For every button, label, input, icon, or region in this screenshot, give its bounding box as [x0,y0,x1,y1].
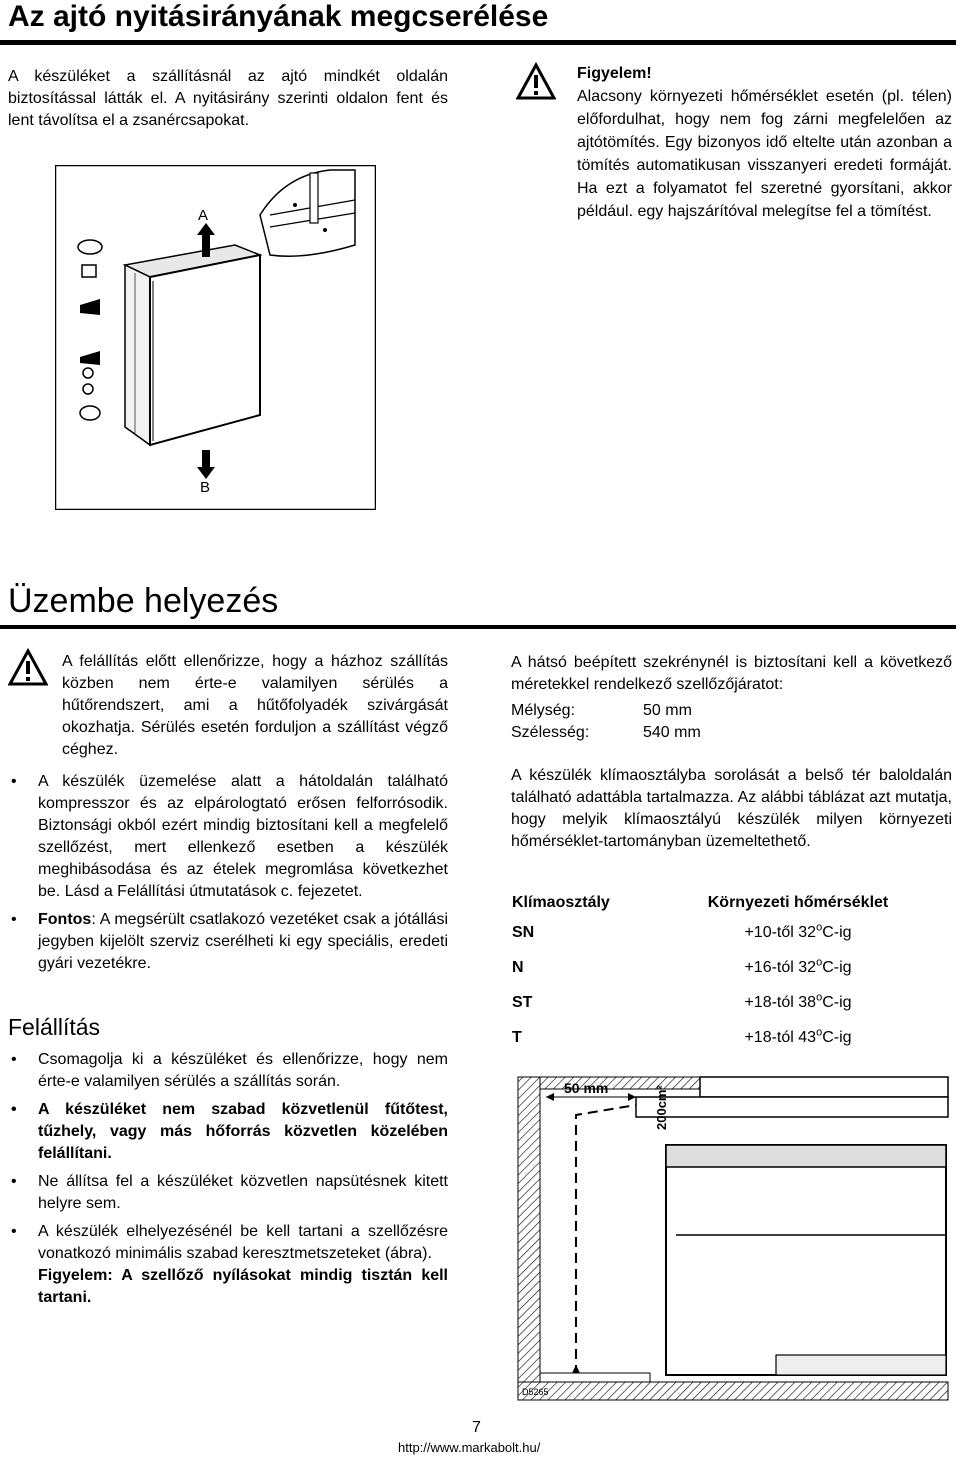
list-item-text: : A megsérült csatlakozó vezetéket csak a jótállási jegyben kijelölt szerviz cserélheti ki egy speciális, eredeti gyári vezetékre. [38,911,448,972]
table-row [509,956,951,991]
ventilation-note: Figyelem: A szellőző nyílásokat mindig tisztán kell tartani. [38,1267,448,1306]
dimension-value: 50 mm [643,702,692,719]
climate-class-cell: N [512,959,524,976]
warning-icon [8,648,48,688]
climate-class-table [509,891,951,1061]
transport-warning: A felállítás előtt ellenőrizze, hogy a házhoz szállítás közben nem érte-e valamilyen sérülés a hűtőrendszert, ami a hűtőfolyadék szivárgását okozhatja. Sérülés esetén forduljon a szállítást végző céghez. [62,653,448,758]
list-item [8,909,448,975]
dimension-row [511,722,701,744]
ventilation-dimensions [511,700,701,744]
list-item: • A készüléket nem szabad közvetlenül fűtőtest, tűzhely, vagy más hőforrás közvetlen közelében felállítani. [8,1099,448,1165]
install-bullets [8,771,448,981]
list-item: • Ne állítsa fel a készüléket közvetlen napsütésnek kitett helyre sem. [8,1171,448,1215]
cold-warning [577,62,952,223]
table-row [509,1026,951,1061]
climate-paragraph: A készülék klímaosztályba sorolását a belső tér baloldalán található adattábla tartalmazza. Az alábbi táblázat azt mutatja, hogy melyik klímaosztályú készülék milyen környezeti hőmérséklet-tartományban üzemeltethető. [511,767,952,850]
svg-text:D5265: D5265 [522,1387,549,1397]
temperature-cell: +10-től 32$^o$C-ig [744,921,852,941]
table-header-row [509,891,951,921]
section-title-setup: Felállítás [8,1014,101,1040]
dimension-label: Szélesség: [511,724,590,741]
svg-text:A: A [198,207,209,224]
dimension-row [511,700,701,722]
footer-url[interactable]: http://www.markabolt.hu/ [398,1440,541,1455]
list-item: • A készülék üzemelése alatt a hátoldalán található kompresszor és az elpárologtató erősen felforrósodik. Biztonsági okból ezért mindig biztosítani kell a megfelelő szellőzést, mert ellenkező esetben a készülék meghibásodása és az ételek megromlása következhet be. Lásd a Felállítási útmutatások c. fejezetet. [8,771,448,903]
climate-class-cell: T [512,1029,522,1046]
bold-label: Fontos [38,911,92,928]
page-title: Az ajtó nyitásirányának megcserélése [8,0,549,33]
svg-text:B: B [200,479,211,496]
setup-bullets [8,1049,448,1315]
section-divider [0,625,956,629]
page-number: 7 [472,1419,481,1436]
warning-title: Figyelem! [577,65,652,82]
list-item-text: • A készülék elhelyezésénél be kell tartani a szellőzésre vonatkozó minimális szabad keresztmetszeteket (ábra). [38,1223,448,1262]
door-reversal-diagram [55,165,376,510]
table-header-cell: Környezeti hőmérséklet [707,894,889,911]
dimension-label: Mélység: [511,702,576,719]
climate-class-cell: ST [512,994,533,1011]
warning-body: Alacsony környezeti hőmérséklet esetén (pl. télen) előfordulhat, hogy nem fog zárni megfelelően az ajtótömítés. Egy bizonyos idő eltelte után azonban a tömítés automatikusan visszanyeri eredeti formáját. Ha ezt a folyamatot fel szeretné gyorsítani, akkor például. egy hajszárítóval melegítse fel a tömítést. [577,88,952,220]
temperature-cell: +18-tól 38$^o$C-ig [744,991,852,1011]
ventilation-paragraph: A hátsó beépített szekrénynél is biztosítani kell a következő méretekkel rendelkező szellőzőjáratot: [511,654,952,693]
table-row [509,991,951,1026]
svg-text:200cm²: 200cm² [654,1085,669,1130]
intro-paragraph: A készüléket a szállításnál az ajtó mindkét oldalán biztosítással látták el. A nyitásirány szerinti oldalon fent és lent távolítsa el a zsanércsapokat. [8,68,448,129]
title-divider [0,40,956,45]
ventilation-diagram [516,1075,950,1405]
svg-text:50 mm: 50 mm [564,1080,609,1096]
temperature-cell: +16-tól 32$^o$C-ig [744,956,852,976]
section-title-install: Üzembe helyezés [8,582,279,620]
warning-icon [516,62,556,102]
list-item [8,1221,448,1309]
temperature-cell: +18-tól 43$^o$C-ig [744,1026,852,1046]
table-header-cell: Klímaosztály [512,894,610,911]
list-item: • Csomagolja ki a készüléket és ellenőrizze, hogy nem érte-e valamilyen sérülés a szállítás során. [8,1049,448,1093]
climate-class-cell: SN [512,924,535,941]
table-row [509,921,951,956]
dimension-value: 540 mm [643,724,701,741]
